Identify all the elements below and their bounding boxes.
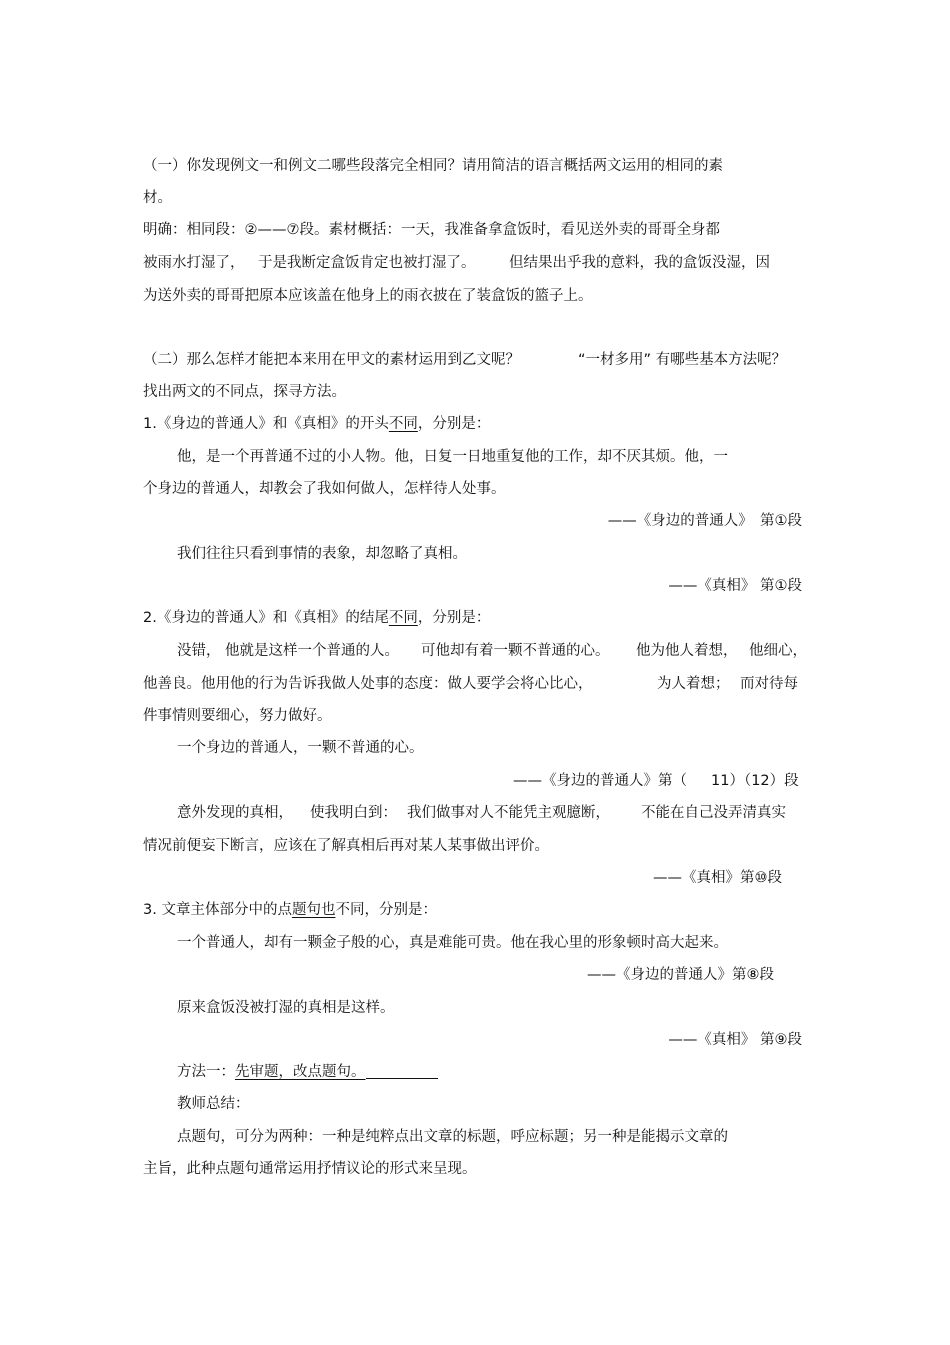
point-2-quote-a-line-1-part-2: 他就是这样一个普通的人。	[225, 643, 399, 659]
method-1-text: 先审题，改点题句。	[235, 1064, 366, 1080]
question-1-line-2: 材。	[143, 190, 172, 206]
point-2-heading-tail: ，分别是：	[417, 610, 491, 626]
point-2-heading	[143, 608, 490, 628]
point-1-quote-a-line-2: 个身边的普通人，却教会了我如何做人，怎样待人处事。	[143, 481, 506, 497]
teacher-summary-line-1: 点题句，可分为两种：一种是纯粹点出文章的标题，呼应标题；另一种是能揭示文章的	[177, 1129, 728, 1145]
point-1-quote-a-line-1: 他，是一个再普通不过的小人物。他，日复一日地重复他的工作，却不厌其烦。他，一	[177, 449, 728, 465]
point-3-heading-underlined: 题句也	[291, 902, 336, 918]
point-2-quote-b-line-1-part-3: 我们做事对人不能凭主观臆断，	[407, 805, 610, 821]
point-1-heading	[143, 414, 490, 434]
point-1-quote-b: 我们往往只看到事情的表象，却忽略了真相。	[177, 546, 467, 562]
point-3-heading-text: 3. 文章主体部分中的点	[143, 902, 292, 918]
point-2-source-a-part-1: ——《身边的普通人》第（	[513, 773, 687, 789]
point-1-source-b: ——《真相》 第①段	[668, 578, 802, 594]
question-2-line-1b: “一材多用” 有哪些基本方法呢？	[578, 352, 787, 368]
point-2-quote-b-line-1-part-1: 意外发现的真相，	[177, 805, 293, 821]
teacher-summary-line-2: 主旨，此种点题句通常运用抒情议论的形式来呈现。	[143, 1161, 477, 1177]
point-2-quote-a-line-2-part-3: 而对待每	[740, 676, 798, 692]
answer-1-line-1: 明确：相同段：②——⑦段。素材概括：一天，我准备拿盒饭时，看见送外卖的哥哥全身都	[143, 222, 720, 238]
question-1-line-1: （一）你发现例文一和例文二哪些段落完全相同？请用简洁的语言概括两文运用的相同的素	[143, 158, 723, 174]
point-2-quote-a-line-1-part-4: 他为他人着想，	[636, 643, 738, 659]
point-1-source-a: ——《身边的普通人》 第①段	[607, 513, 802, 529]
point-2-quote-a-line-1-part-5: 他细心，	[749, 643, 807, 659]
point-3-quote-a: 一个普通人，却有一颗金子般的心，真是难能可贵。他在我心里的形象顿时高大起来。	[177, 935, 728, 951]
point-3-source-b: ——《真相》 第⑨段	[668, 1032, 802, 1048]
point-2-quote-a-line-1-part-3: 可他却有着一颗不普通的心。	[421, 643, 610, 659]
point-1-heading-tail: ，分别是：	[417, 416, 491, 432]
method-1	[177, 1062, 438, 1082]
question-2-line-2: 找出两文的不同点，探寻方法。	[143, 384, 346, 400]
fill-in-blank	[366, 1062, 438, 1079]
point-2-heading-text: 2.《身边的普通人》和《真相》的结尾	[143, 610, 389, 626]
point-1-heading-underlined: 不同	[388, 416, 418, 432]
point-2-quote-b-line-1-part-4: 不能在自己没弄清真实	[641, 805, 786, 821]
point-2-source-b: ——《真相》第⑩段	[653, 870, 782, 886]
teacher-summary-label: 教师总结：	[177, 1096, 250, 1112]
answer-1-line-3: 为送外卖的哥哥把原本应该盖在他身上的雨衣披在了装盒饭的篮子上。	[143, 288, 593, 304]
point-2-quote-a-line-4: 一个身边的普通人，一颗不普通的心。	[177, 740, 424, 756]
answer-1-line-2b: 于是我断定盒饭肯定也被打湿了。	[258, 255, 476, 271]
point-3-heading	[143, 900, 437, 920]
point-2-heading-underlined: 不同	[388, 610, 418, 626]
point-3-heading-tail: 不同，分别是：	[335, 902, 437, 918]
point-2-quote-b-line-2: 情况前便妄下断言，应该在了解真相后再对某人某事做出评价。	[143, 838, 549, 854]
answer-1-line-2a: 被雨水打湿了，	[143, 255, 245, 271]
point-1-heading-text: 1.《身边的普通人》和《真相》的开头	[143, 416, 389, 432]
point-2-quote-a-line-2-part-2: 为人着想；	[657, 676, 730, 692]
answer-1-line-2c: 但结果出乎我的意料，我的盒饭没湿，因	[509, 255, 770, 271]
point-2-quote-a-line-3: 件事情则要细心，努力做好。	[143, 708, 332, 724]
point-2-quote-b-line-1-part-2: 使我明白到：	[310, 805, 397, 821]
point-2-source-a-part-2: 11）（12）段	[711, 773, 799, 789]
point-2-quote-a-line-1-part-1: 没错，	[177, 643, 221, 659]
question-2-line-1a: （二）那么怎样才能把本来用在甲文的素材运用到乙文呢？	[143, 352, 520, 368]
point-2-quote-a-line-2-part-1: 他善良。他用他的行为告诉我做人处事的态度：做人要学会将心比心，	[143, 676, 593, 692]
method-1-label: 方法一：	[177, 1064, 235, 1080]
point-3-source-a: ——《身边的普通人》第⑧段	[587, 967, 774, 983]
point-3-quote-b: 原来盒饭没被打湿的真相是这样。	[177, 1000, 395, 1016]
